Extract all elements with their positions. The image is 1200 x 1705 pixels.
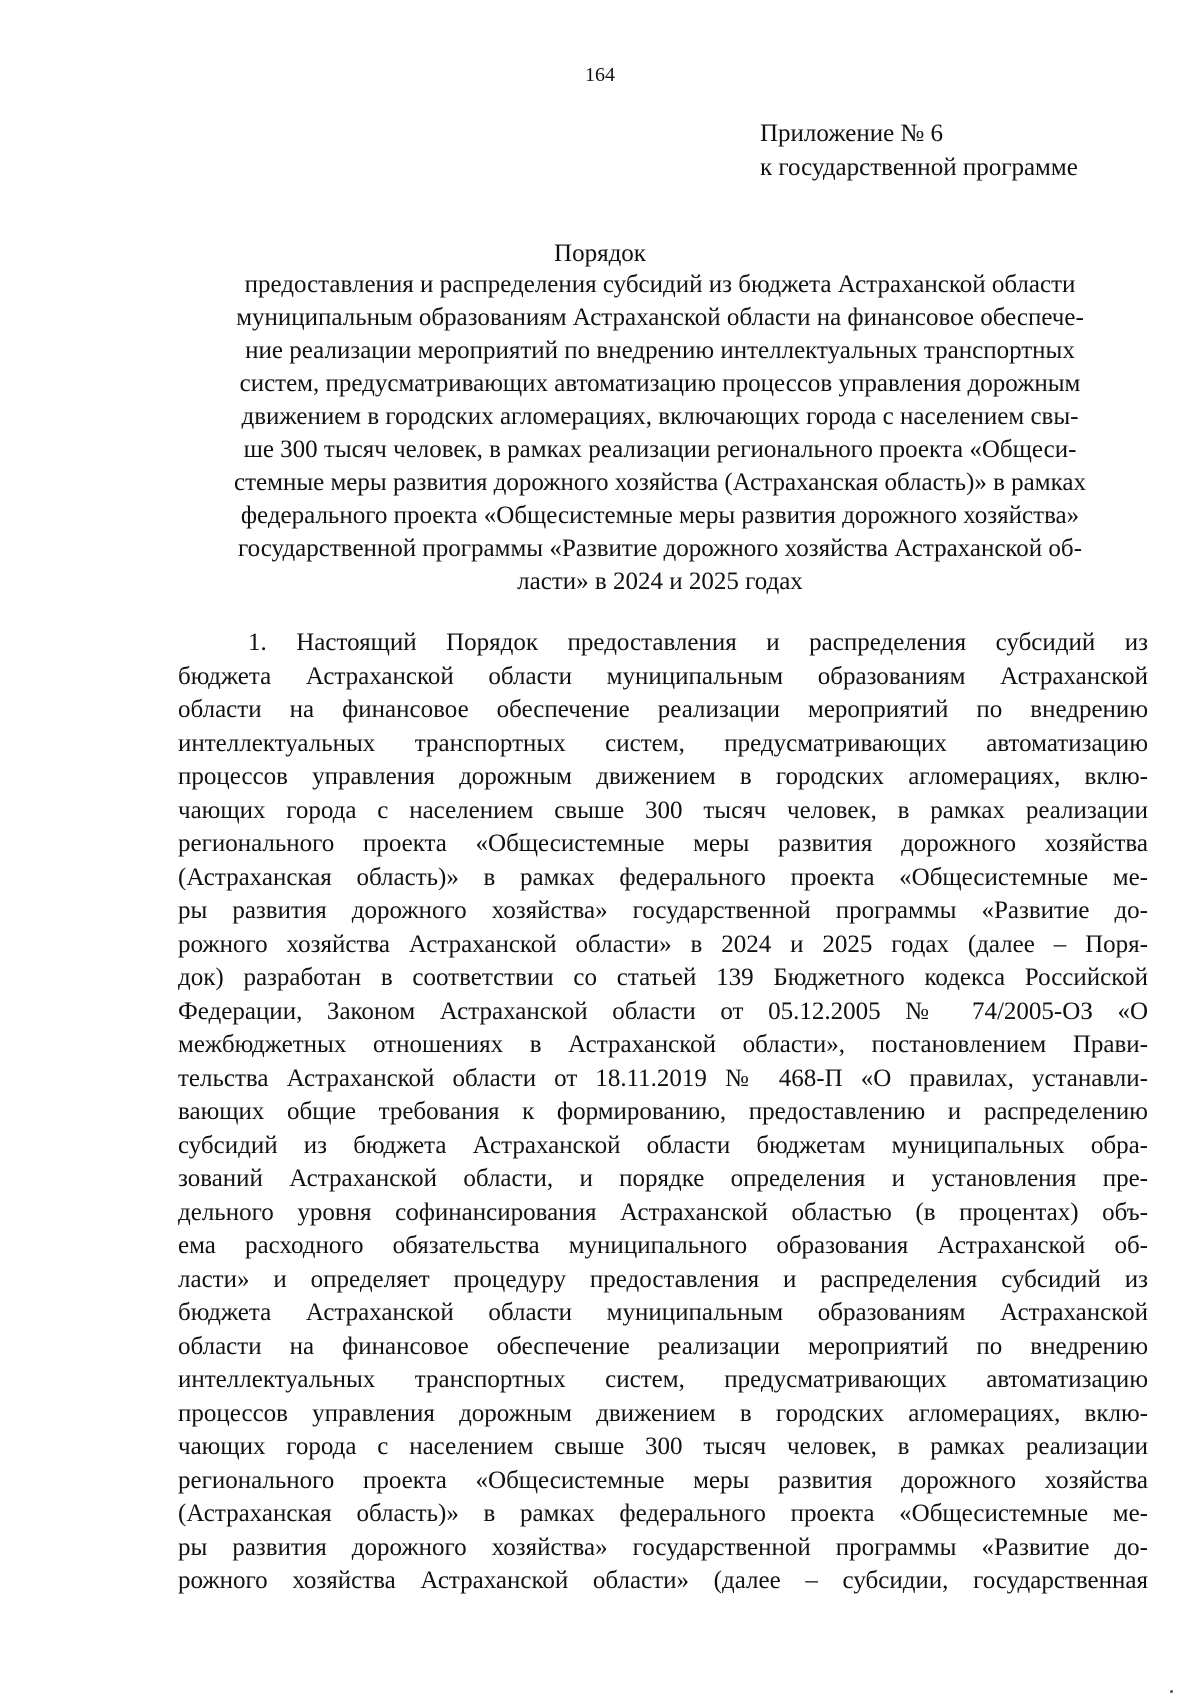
subtitle-line: федерального проекта «Общесистемные меры развития дорожного хозяйства» xyxy=(240,502,1080,529)
scan-speck xyxy=(1170,1690,1173,1693)
appendix-line-2: к государственной программе xyxy=(760,154,1078,181)
appendix-line-1: Приложение № 6 xyxy=(760,120,944,147)
paragraph-line: регионального проекта «Общесистемные меры развития дорожного хозяйства xyxy=(178,830,1148,857)
document-title: Порядок xyxy=(554,240,646,267)
paragraph-line: ласти» и определяет процедуру предоставления и распределения субсидий из xyxy=(178,1265,1148,1293)
paragraph-line: интеллектуальных транспортных систем, предусматривающих автоматизацию xyxy=(178,1366,1148,1393)
appendix-header xyxy=(760,117,1078,185)
paragraph-line: чающих города с населением свыше 300 тысяч человек, в рамках реализации xyxy=(178,1433,1148,1460)
paragraph-line: Федерации, Законом Астраханской области от 05.12.2005 № 74/2005-ОЗ «О xyxy=(178,997,1148,1025)
subtitle-line: государственной программы «Развитие дорожного хозяйства Астраханской об- xyxy=(238,535,1082,562)
subtitle-line: ние реализации мероприятий по внедрению интеллектуальных транспортных xyxy=(245,337,1075,364)
paragraph-line: бюджета Астраханской области муниципальным образованиям Астраханской xyxy=(178,662,1148,690)
subtitle-line: движением в городских агломерациях, включающих города с населением свы- xyxy=(241,403,1079,430)
paragraph-line: ры развития дорожного хозяйства» государственной программы «Развитие до- xyxy=(178,897,1148,924)
paragraph-line: рожного хозяйства Астраханской области» (далее – субсидии, государственная xyxy=(178,1567,1148,1594)
paragraph-line: дельного уровня софинансирования Астраханской областью (в процентах) объ- xyxy=(178,1198,1148,1226)
subtitle-line: предоставления и распределения субсидий из бюджета Астраханской области xyxy=(244,271,1076,298)
paragraph-line: области на финансовое обеспечение реализации мероприятий по внедрению xyxy=(178,1332,1148,1360)
paragraph-line: субсидий из бюджета Астраханской области бюджетам муниципальных обра- xyxy=(178,1131,1148,1159)
paragraph-line: рожного хозяйства Астраханской области» в 2024 и 2025 годах (далее – Поря- xyxy=(178,930,1148,958)
paragraph-line: тельства Астраханской области от 18.11.2019 № 468-П «О правилах, устанавли- xyxy=(178,1064,1148,1092)
paragraph-line: вающих общие требования к формированию, предоставлению и распределению xyxy=(178,1098,1148,1125)
subtitle-line: ше 300 тысяч человек, в рамках реализации регионального проекта «Общеси- xyxy=(243,436,1077,463)
subtitle-line: муниципальным образованиям Астраханской области на финансовое обеспече- xyxy=(236,304,1084,331)
paragraph-line: регионального проекта «Общесистемные меры развития дорожного хозяйства xyxy=(178,1466,1148,1494)
subtitle-line: ласти» в 2024 и 2025 годах xyxy=(517,568,803,595)
subtitle-line: стемные меры развития дорожного хозяйства (Астраханская область)» в рамках xyxy=(234,469,1086,496)
paragraph-line: чающих города с населением свыше 300 тысяч человек, в рамках реализации xyxy=(178,796,1148,824)
paragraph-line: док) разработан в соответствии со статьей 139 Бюджетного кодекса Российской xyxy=(178,964,1148,991)
paragraph-line: (Астраханская область)» в рамках федерального проекта «Общесистемные ме- xyxy=(178,863,1148,891)
paragraph-line: интеллектуальных транспортных систем, предусматривающих автоматизацию xyxy=(178,729,1148,757)
paragraph-line: процессов управления дорожным движением в городских агломерациях, вклю- xyxy=(178,763,1148,790)
paragraph-line: зований Астраханской области, и порядке определения и установления пре- xyxy=(178,1165,1148,1192)
paragraph-line: процессов управления дорожным движением в городских агломерациях, вклю- xyxy=(178,1399,1148,1427)
paragraph-line: области на финансовое обеспечение реализации мероприятий по внедрению xyxy=(178,696,1148,723)
page-number: 164 xyxy=(585,64,615,86)
paragraph-line: ры развития дорожного хозяйства» государственной программы «Развитие до- xyxy=(178,1533,1148,1561)
document-subtitle xyxy=(180,268,1140,598)
paragraph-1 xyxy=(178,626,1148,1598)
paragraph-line: (Астраханская область)» в рамках федерального проекта «Общесистемные ме- xyxy=(178,1500,1148,1527)
paragraph-line: ема расходного обязательства муниципального образования Астраханской об- xyxy=(178,1232,1148,1259)
subtitle-line: систем, предусматривающих автоматизацию процессов управления дорожным xyxy=(239,370,1081,397)
paragraph-line: 1. Настоящий Порядок предоставления и распределения субсидий из xyxy=(248,629,1148,656)
paragraph-line: межбюджетных отношениях в Астраханской области», постановлением Прави- xyxy=(178,1031,1148,1058)
paragraph-line: бюджета Астраханской области муниципальным образованиям Астраханской xyxy=(178,1299,1148,1326)
